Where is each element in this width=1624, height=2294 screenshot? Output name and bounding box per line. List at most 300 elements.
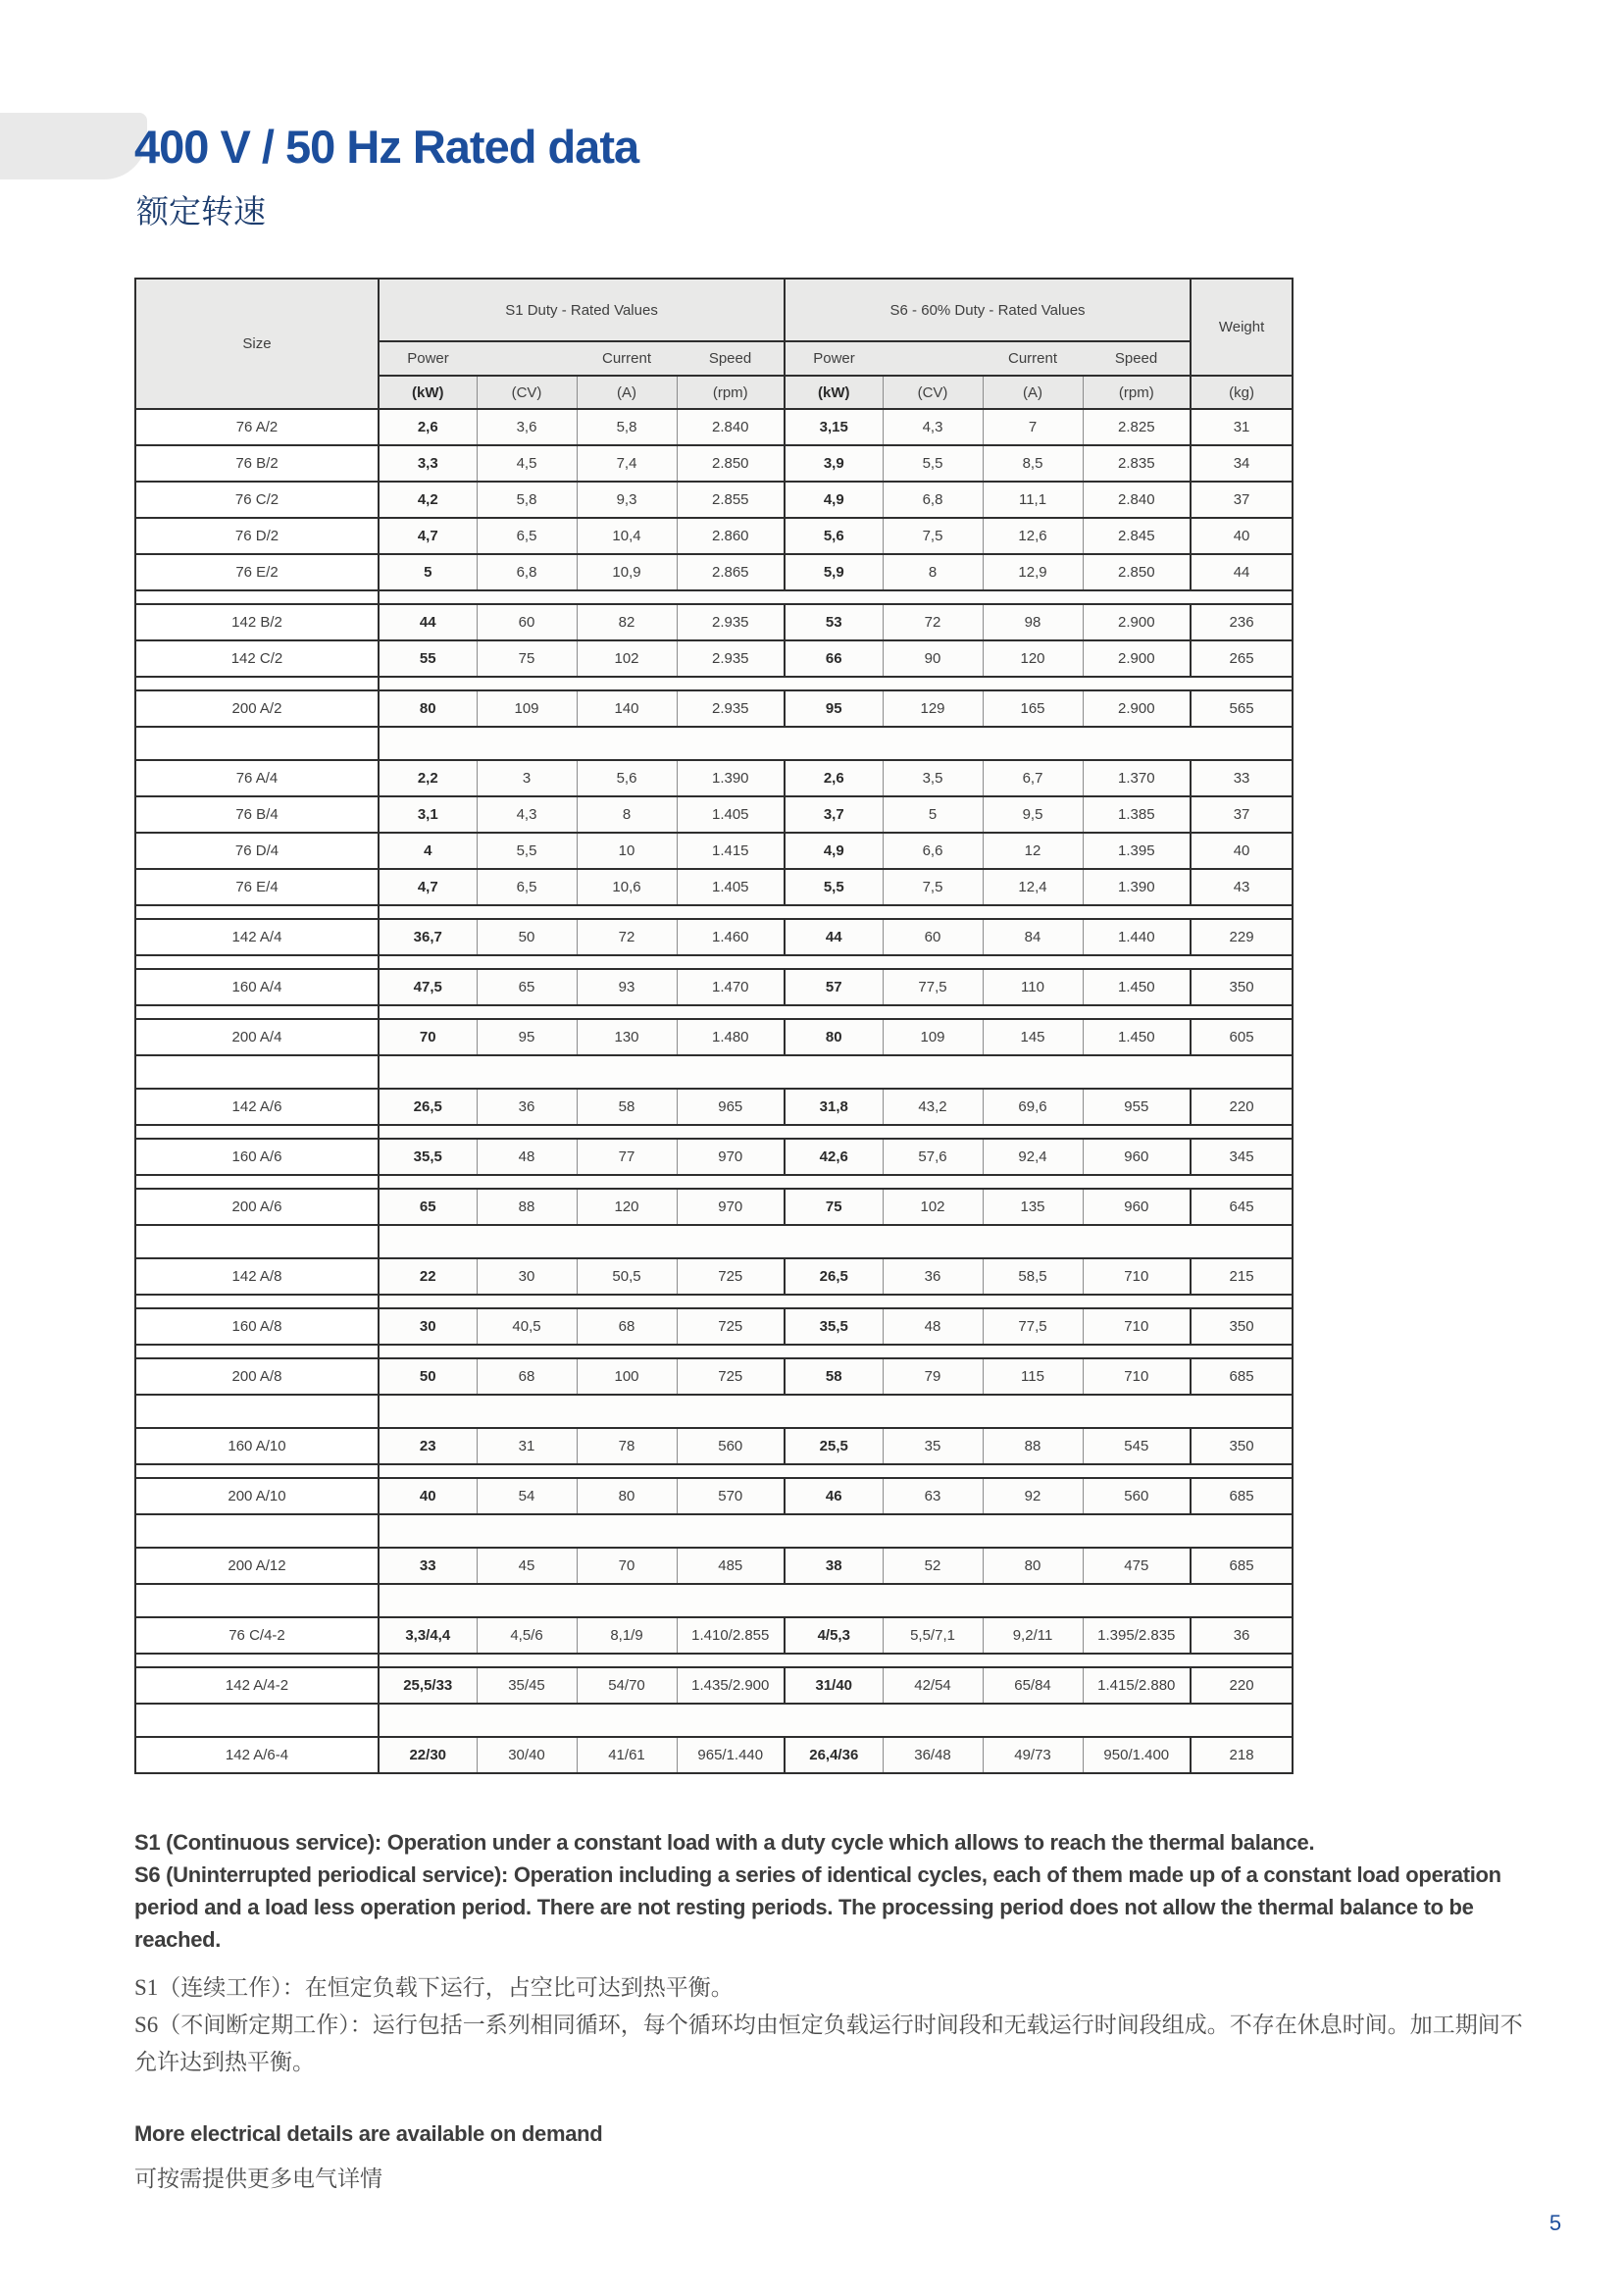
value-cell: 5,9: [785, 554, 883, 590]
spacer-cell: [379, 1704, 1293, 1737]
value-cell: 965/1.440: [677, 1737, 785, 1773]
value-cell: 2,6: [379, 409, 477, 445]
value-cell: 60: [883, 919, 983, 955]
value-cell: 2.900: [1083, 604, 1191, 640]
value-cell: 42/54: [883, 1667, 983, 1704]
value-cell: 36: [1191, 1617, 1293, 1654]
value-cell: 1.395/2.835: [1083, 1617, 1191, 1654]
value-cell: 2.850: [1083, 554, 1191, 590]
note-s6-zh: S6（不间断定期工作）：运行包括一系列相同循环，每个循环均由恒定负载运行时间段和无载运行时间段组成。不存在休息时间。加工期间不允许达到热平衡。: [134, 2013, 1523, 2074]
value-cell: 12: [983, 833, 1083, 869]
value-cell: 960: [1083, 1189, 1191, 1225]
value-cell: 12,9: [983, 554, 1083, 590]
spacer-size-cell: [135, 1225, 379, 1258]
value-cell: 109: [883, 1019, 983, 1055]
size-cell: 142 B/2: [135, 604, 379, 640]
value-cell: 57,6: [883, 1139, 983, 1175]
size-cell: 76 C/2: [135, 482, 379, 518]
table-header: [135, 279, 1293, 409]
value-cell: 77,5: [883, 969, 983, 1005]
value-cell: 26,4/36: [785, 1737, 883, 1773]
value-cell: 2.840: [677, 409, 785, 445]
value-cell: 220: [1191, 1089, 1293, 1125]
value-cell: 4: [379, 833, 477, 869]
value-cell: 8,1/9: [577, 1617, 677, 1654]
value-cell: 1.370: [1083, 760, 1191, 796]
spacer-row: [135, 1464, 1293, 1478]
table-row: [135, 1548, 1293, 1584]
size-cell: 142 A/6-4: [135, 1737, 379, 1773]
unit-a: (A): [983, 376, 1083, 409]
value-cell: 565: [1191, 690, 1293, 727]
value-cell: 2.845: [1083, 518, 1191, 554]
spacer-size-cell: [135, 590, 379, 604]
value-cell: 47,5: [379, 969, 477, 1005]
value-cell: 54/70: [577, 1667, 677, 1704]
table-row: [135, 690, 1293, 727]
value-cell: 10,6: [577, 869, 677, 905]
table-row: [135, 796, 1293, 833]
header-s1-power: Power: [379, 341, 477, 376]
spacer-size-cell: [135, 1175, 379, 1189]
value-cell: 229: [1191, 919, 1293, 955]
duty-notes-zh: [134, 1969, 1539, 2081]
value-cell: 34: [1191, 445, 1293, 482]
value-cell: 1.405: [677, 796, 785, 833]
value-cell: 43,2: [883, 1089, 983, 1125]
value-cell: 140: [577, 690, 677, 727]
value-cell: 7,5: [883, 518, 983, 554]
spacer-size-cell: [135, 1584, 379, 1617]
value-cell: 30: [477, 1258, 577, 1295]
spacer-cell: [379, 1055, 1293, 1089]
value-cell: 63: [883, 1478, 983, 1514]
spacer-cell: [379, 1464, 1293, 1478]
size-cell: 142 A/4: [135, 919, 379, 955]
value-cell: 165: [983, 690, 1083, 727]
size-cell: 160 A/10: [135, 1428, 379, 1464]
size-cell: 76 B/4: [135, 796, 379, 833]
value-cell: 725: [677, 1308, 785, 1345]
value-cell: 5,5: [477, 833, 577, 869]
page-corner-decoration: [0, 113, 147, 179]
value-cell: 8,5: [983, 445, 1083, 482]
value-cell: 6,5: [477, 869, 577, 905]
spacer-cell: [379, 590, 1293, 604]
value-cell: 36/48: [883, 1737, 983, 1773]
value-cell: 1.450: [1083, 969, 1191, 1005]
header-s6-current: Current: [983, 341, 1083, 376]
value-cell: 5,8: [477, 482, 577, 518]
value-cell: 1.390: [677, 760, 785, 796]
value-cell: 1.410/2.855: [677, 1617, 785, 1654]
value-cell: 725: [677, 1258, 785, 1295]
value-cell: 545: [1083, 1428, 1191, 1464]
value-cell: 645: [1191, 1189, 1293, 1225]
spacer-cell: [379, 1395, 1293, 1428]
value-cell: 5,8: [577, 409, 677, 445]
value-cell: 5,5/7,1: [883, 1617, 983, 1654]
spacer-cell: [379, 1225, 1293, 1258]
value-cell: 72: [577, 919, 677, 955]
value-cell: 54: [477, 1478, 577, 1514]
value-cell: 44: [379, 604, 477, 640]
value-cell: 5: [379, 554, 477, 590]
value-cell: 955: [1083, 1089, 1191, 1125]
value-cell: 120: [983, 640, 1083, 677]
value-cell: 109: [477, 690, 577, 727]
spacer-row: [135, 905, 1293, 919]
value-cell: 6,7: [983, 760, 1083, 796]
value-cell: 710: [1083, 1358, 1191, 1395]
value-cell: 115: [983, 1358, 1083, 1395]
value-cell: 49/73: [983, 1737, 1083, 1773]
value-cell: 80: [785, 1019, 883, 1055]
value-cell: 2.900: [1083, 640, 1191, 677]
value-cell: 3,1: [379, 796, 477, 833]
value-cell: 31,8: [785, 1089, 883, 1125]
value-cell: 65/84: [983, 1667, 1083, 1704]
size-cell: 76 D/4: [135, 833, 379, 869]
header-s6-power: Power: [785, 341, 883, 376]
spacer-cell: [379, 1295, 1293, 1308]
unit-kw: (kW): [785, 376, 883, 409]
value-cell: 41/61: [577, 1737, 677, 1773]
value-cell: 50,5: [577, 1258, 677, 1295]
spacer-cell: [379, 1654, 1293, 1667]
value-cell: 42,6: [785, 1139, 883, 1175]
value-cell: 50: [379, 1358, 477, 1395]
value-cell: 79: [883, 1358, 983, 1395]
value-cell: 2.935: [677, 690, 785, 727]
value-cell: 4,5: [477, 445, 577, 482]
spacer-size-cell: [135, 1654, 379, 1667]
value-cell: 350: [1191, 1428, 1293, 1464]
value-cell: 4,2: [379, 482, 477, 518]
value-cell: 44: [785, 919, 883, 955]
value-cell: 215: [1191, 1258, 1293, 1295]
value-cell: 2,6: [785, 760, 883, 796]
value-cell: 560: [677, 1428, 785, 1464]
unit-a: (A): [577, 376, 677, 409]
size-cell: 76 B/2: [135, 445, 379, 482]
header-size: Size: [135, 279, 379, 409]
value-cell: 9,5: [983, 796, 1083, 833]
value-cell: 3: [477, 760, 577, 796]
value-cell: 25,5: [785, 1428, 883, 1464]
value-cell: 12,4: [983, 869, 1083, 905]
value-cell: 5,6: [577, 760, 677, 796]
value-cell: 2.935: [677, 640, 785, 677]
value-cell: 560: [1083, 1478, 1191, 1514]
value-cell: 5: [883, 796, 983, 833]
header-spacer: [883, 341, 983, 376]
size-cell: 76 A/4: [135, 760, 379, 796]
value-cell: 66: [785, 640, 883, 677]
table-row: [135, 869, 1293, 905]
value-cell: 3,3/4,4: [379, 1617, 477, 1654]
spacer-cell: [379, 1584, 1293, 1617]
value-cell: 70: [577, 1548, 677, 1584]
spacer-cell: [379, 955, 1293, 969]
spacer-row: [135, 677, 1293, 690]
value-cell: 10,4: [577, 518, 677, 554]
value-cell: 7: [983, 409, 1083, 445]
spacer-size-cell: [135, 1125, 379, 1139]
value-cell: 80: [379, 690, 477, 727]
table-row: [135, 518, 1293, 554]
value-cell: 31/40: [785, 1667, 883, 1704]
value-cell: 58,5: [983, 1258, 1083, 1295]
unit-kw: (kW): [379, 376, 477, 409]
spacer-size-cell: [135, 1514, 379, 1548]
unit-kg: (kg): [1191, 376, 1293, 409]
value-cell: 970: [677, 1139, 785, 1175]
spacer-row: [135, 1514, 1293, 1548]
value-cell: 37: [1191, 482, 1293, 518]
table-body: [135, 409, 1293, 1773]
unit-cv: (CV): [883, 376, 983, 409]
value-cell: 75: [477, 640, 577, 677]
table-row: [135, 833, 1293, 869]
value-cell: 40,5: [477, 1308, 577, 1345]
value-cell: 36: [477, 1089, 577, 1125]
value-cell: 44: [1191, 554, 1293, 590]
size-cell: 142 A/4-2: [135, 1667, 379, 1704]
value-cell: 45: [477, 1548, 577, 1584]
value-cell: 685: [1191, 1548, 1293, 1584]
table-row: [135, 640, 1293, 677]
spacer-row: [135, 955, 1293, 969]
table-row: [135, 445, 1293, 482]
table-row: [135, 1478, 1293, 1514]
spacer-size-cell: [135, 905, 379, 919]
size-cell: 200 A/12: [135, 1548, 379, 1584]
value-cell: 2.900: [1083, 690, 1191, 727]
value-cell: 84: [983, 919, 1083, 955]
table-row: [135, 969, 1293, 1005]
value-cell: 60: [477, 604, 577, 640]
value-cell: 23: [379, 1428, 477, 1464]
value-cell: 95: [477, 1019, 577, 1055]
value-cell: 77: [577, 1139, 677, 1175]
table-row: [135, 1258, 1293, 1295]
size-cell: 76 D/2: [135, 518, 379, 554]
value-cell: 950/1.400: [1083, 1737, 1191, 1773]
value-cell: 52: [883, 1548, 983, 1584]
value-cell: 26,5: [785, 1258, 883, 1295]
value-cell: 710: [1083, 1308, 1191, 1345]
size-cell: 200 A/4: [135, 1019, 379, 1055]
spacer-size-cell: [135, 955, 379, 969]
spacer-size-cell: [135, 1005, 379, 1019]
size-cell: 200 A/2: [135, 690, 379, 727]
spacer-size-cell: [135, 1295, 379, 1308]
value-cell: 960: [1083, 1139, 1191, 1175]
value-cell: 5,5: [883, 445, 983, 482]
value-cell: 75: [785, 1189, 883, 1225]
value-cell: 1.440: [1083, 919, 1191, 955]
value-cell: 1.435/2.900: [677, 1667, 785, 1704]
spacer-row: [135, 590, 1293, 604]
header-s6-group: S6 - 60% Duty - Rated Values: [785, 279, 1191, 341]
value-cell: 2.840: [1083, 482, 1191, 518]
value-cell: 95: [785, 690, 883, 727]
header-weight: Weight: [1191, 279, 1293, 376]
spacer-row: [135, 1055, 1293, 1089]
value-cell: 1.385: [1083, 796, 1191, 833]
value-cell: 3,9: [785, 445, 883, 482]
value-cell: 265: [1191, 640, 1293, 677]
value-cell: 8: [577, 796, 677, 833]
value-cell: 92,4: [983, 1139, 1083, 1175]
page-number: 5: [1548, 2211, 1562, 2235]
table-row: [135, 1667, 1293, 1704]
spacer-row: [135, 1175, 1293, 1189]
value-cell: 475: [1083, 1548, 1191, 1584]
value-cell: 30/40: [477, 1737, 577, 1773]
value-cell: 38: [785, 1548, 883, 1584]
value-cell: 970: [677, 1189, 785, 1225]
spacer-size-cell: [135, 1704, 379, 1737]
rated-data-table: [134, 278, 1294, 1774]
value-cell: 58: [785, 1358, 883, 1395]
value-cell: 90: [883, 640, 983, 677]
value-cell: 31: [1191, 409, 1293, 445]
unit-cv: (CV): [477, 376, 577, 409]
value-cell: 220: [1191, 1667, 1293, 1704]
value-cell: 93: [577, 969, 677, 1005]
value-cell: 100: [577, 1358, 677, 1395]
spacer-cell: [379, 1125, 1293, 1139]
value-cell: 43: [1191, 869, 1293, 905]
value-cell: 65: [477, 969, 577, 1005]
spacer-cell: [379, 1005, 1293, 1019]
value-cell: 58: [577, 1089, 677, 1125]
value-cell: 10,9: [577, 554, 677, 590]
value-cell: 345: [1191, 1139, 1293, 1175]
size-cell: 160 A/6: [135, 1139, 379, 1175]
header-s1-group: S1 Duty - Rated Values: [379, 279, 785, 341]
value-cell: 2.935: [677, 604, 785, 640]
value-cell: 2.835: [1083, 445, 1191, 482]
spacer-row: [135, 1345, 1293, 1358]
table-row: [135, 1737, 1293, 1773]
value-cell: 3,3: [379, 445, 477, 482]
value-cell: 65: [379, 1189, 477, 1225]
value-cell: 10: [577, 833, 677, 869]
value-cell: 37: [1191, 796, 1293, 833]
size-cell: 76 C/4-2: [135, 1617, 379, 1654]
value-cell: 12,6: [983, 518, 1083, 554]
spacer-row: [135, 1295, 1293, 1308]
value-cell: 605: [1191, 1019, 1293, 1055]
value-cell: 1.390: [1083, 869, 1191, 905]
note-s1-zh: S1（连续工作）：在恒定负载下运行，占空比可达到热平衡。: [134, 1975, 734, 2000]
table-row: [135, 1089, 1293, 1125]
value-cell: 33: [379, 1548, 477, 1584]
spacer-row: [135, 727, 1293, 760]
spacer-cell: [379, 1175, 1293, 1189]
value-cell: 3,5: [883, 760, 983, 796]
size-cell: 142 A/8: [135, 1258, 379, 1295]
value-cell: 6,6: [883, 833, 983, 869]
table-row: [135, 409, 1293, 445]
value-cell: 1.415: [677, 833, 785, 869]
spacer-cell: [379, 727, 1293, 760]
size-cell: 200 A/8: [135, 1358, 379, 1395]
value-cell: 1.480: [677, 1019, 785, 1055]
spacer-size-cell: [135, 677, 379, 690]
value-cell: 4,7: [379, 869, 477, 905]
value-cell: 11,1: [983, 482, 1083, 518]
value-cell: 485: [677, 1548, 785, 1584]
value-cell: 129: [883, 690, 983, 727]
value-cell: 2.850: [677, 445, 785, 482]
value-cell: 2.825: [1083, 409, 1191, 445]
value-cell: 30: [379, 1308, 477, 1345]
table-row: [135, 1617, 1293, 1654]
header-spacer: [477, 341, 577, 376]
value-cell: 25,5/33: [379, 1667, 477, 1704]
size-cell: 76 E/2: [135, 554, 379, 590]
size-cell: 200 A/6: [135, 1189, 379, 1225]
spacer-row: [135, 1005, 1293, 1019]
value-cell: 70: [379, 1019, 477, 1055]
value-cell: 33: [1191, 760, 1293, 796]
value-cell: 80: [577, 1478, 677, 1514]
spacer-size-cell: [135, 1055, 379, 1089]
more-details-en: More electrical details are available on demand: [134, 2121, 603, 2146]
value-cell: 2.865: [677, 554, 785, 590]
value-cell: 4,3: [477, 796, 577, 833]
spacer-row: [135, 1225, 1293, 1258]
value-cell: 218: [1191, 1737, 1293, 1773]
page-title: 400 V / 50 Hz Rated data: [134, 121, 639, 173]
spacer-row: [135, 1654, 1293, 1667]
header-s1-speed: Speed: [677, 341, 785, 376]
table-row: [135, 1019, 1293, 1055]
value-cell: 685: [1191, 1358, 1293, 1395]
spacer-cell: [379, 677, 1293, 690]
value-cell: 68: [477, 1358, 577, 1395]
more-details-zh: 可按需提供更多电气详情: [134, 2167, 382, 2191]
value-cell: 350: [1191, 969, 1293, 1005]
size-cell: 76 A/2: [135, 409, 379, 445]
value-cell: 98: [983, 604, 1083, 640]
spacer-cell: [379, 1345, 1293, 1358]
value-cell: 4/5,3: [785, 1617, 883, 1654]
value-cell: 82: [577, 604, 677, 640]
value-cell: 1.450: [1083, 1019, 1191, 1055]
unit-rpm: (rpm): [1083, 376, 1191, 409]
value-cell: 22/30: [379, 1737, 477, 1773]
value-cell: 9,2/11: [983, 1617, 1083, 1654]
value-cell: 80: [983, 1548, 1083, 1584]
spacer-row: [135, 1704, 1293, 1737]
value-cell: 53: [785, 604, 883, 640]
table-row: [135, 554, 1293, 590]
value-cell: 88: [477, 1189, 577, 1225]
value-cell: 46: [785, 1478, 883, 1514]
value-cell: 57: [785, 969, 883, 1005]
value-cell: 36,7: [379, 919, 477, 955]
value-cell: 3,6: [477, 409, 577, 445]
value-cell: 4,7: [379, 518, 477, 554]
value-cell: 36: [883, 1258, 983, 1295]
value-cell: 1.460: [677, 919, 785, 955]
value-cell: 7,5: [883, 869, 983, 905]
